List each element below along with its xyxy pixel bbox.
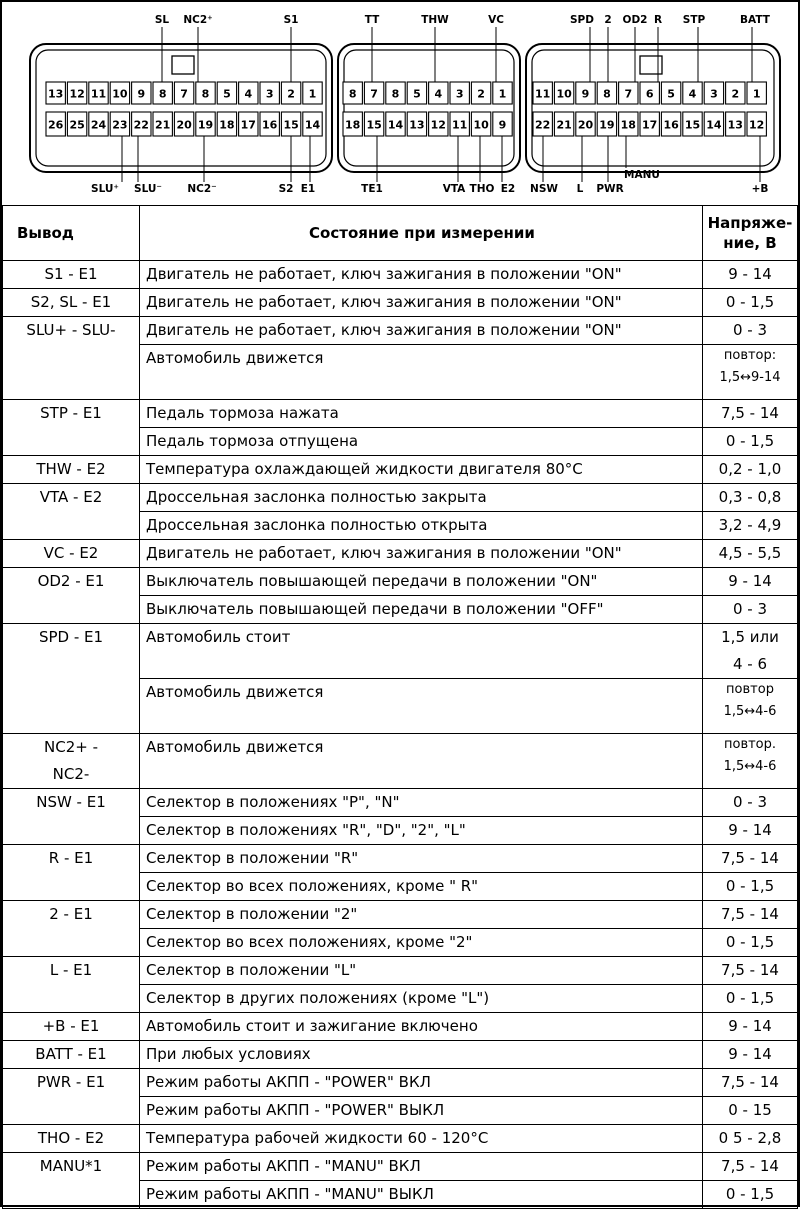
table-row — [3, 624, 798, 679]
condition-cell: Педаль тормоза нажата — [140, 400, 703, 428]
voltage-cell: 0 - 1,5 — [703, 873, 798, 901]
pin-cell: VTA - E2 — [3, 484, 140, 540]
connector-svg — [2, 2, 798, 205]
bottom-signal-label: E2 — [500, 183, 516, 195]
voltage-cell: 0 - 1,5 — [703, 428, 798, 456]
table-row — [3, 317, 798, 345]
table-row — [3, 456, 798, 484]
condition-cell: Режим работы АКПП - "POWER" ВЫКЛ — [140, 1097, 703, 1125]
pin-number: 19 — [599, 118, 615, 132]
bottom-signal-label: +B — [751, 183, 769, 195]
bottom-signal-label: SLU⁺ — [91, 183, 119, 195]
pin-number: 8 — [603, 87, 611, 101]
condition-cell: Выключатель повышающей передачи в положении "OFF" — [140, 596, 703, 624]
top-signal-label: STP — [682, 14, 706, 26]
pin-cell: OD2 - E1 — [3, 568, 140, 624]
table-row — [3, 540, 798, 568]
bottom-signal-label: THO — [469, 183, 495, 195]
bottom-signal-label: E1 — [300, 183, 316, 195]
condition-cell: Двигатель не работает, ключ зажигания в положении "ON" — [140, 317, 703, 345]
header-voltage: Напряже- ние, В — [703, 206, 798, 261]
table-row — [3, 845, 798, 873]
voltage-cell: 9 - 14 — [703, 817, 798, 845]
top-signal-label: BATT — [740, 14, 770, 26]
voltage-cell: 9 - 14 — [703, 1013, 798, 1041]
voltage-cell: 3,2 - 4,9 — [703, 512, 798, 540]
table-row — [3, 957, 798, 985]
pin-cell: SPD - E1 — [3, 624, 140, 734]
voltage-cell: 0 - 3 — [703, 789, 798, 817]
condition-cell: Двигатель не работает, ключ зажигания в положении "ON" — [140, 289, 703, 317]
condition-cell: Выключатель повышающей передачи в положении "ON" — [140, 568, 703, 596]
pin-number: 18 — [620, 118, 636, 132]
pin-number: 12 — [430, 118, 446, 132]
pin-number: 13 — [48, 87, 64, 101]
voltage-cell: 0 - 1,5 — [703, 929, 798, 957]
pin-number: 16 — [663, 118, 679, 132]
condition-cell: Селектор в положениях "P", "N" — [140, 789, 703, 817]
bottom-signal-label: PWR — [596, 183, 624, 195]
voltage-cell: 4,5 - 5,5 — [703, 540, 798, 568]
pin-number: 9 — [498, 118, 507, 132]
table-row — [3, 1041, 798, 1069]
pin-number: 4 — [244, 87, 253, 101]
condition-cell: Температура рабочей жидкости 60 - 120°C — [140, 1125, 703, 1153]
pin-number: 17 — [642, 118, 658, 132]
pin-number: 11 — [90, 87, 107, 101]
pin-number: 2 — [731, 87, 740, 101]
voltage-cell: 9 - 14 — [703, 1041, 798, 1069]
condition-cell: Селектор в положении "R" — [140, 845, 703, 873]
top-signal-label: OD2 — [622, 14, 648, 26]
pin-number: 20 — [577, 118, 594, 132]
pin-cell: NC2+ - NC2- — [3, 734, 140, 789]
voltage-cell: 0 - 15 — [703, 1097, 798, 1125]
pin-number: 26 — [48, 118, 64, 132]
condition-cell: Дроссельная заслонка полностью закрыта — [140, 484, 703, 512]
condition-cell: Автомобиль движется — [140, 734, 703, 789]
voltage-cell: повтор: 1,5↔9-14 — [703, 345, 798, 400]
pin-number: 1 — [752, 87, 761, 101]
pin-number: 5 — [667, 87, 675, 101]
condition-cell: Автомобиль движется — [140, 679, 703, 734]
voltage-cell: 7,5 - 14 — [703, 1153, 798, 1181]
pin-number: 3 — [265, 87, 274, 101]
pin-number: 13 — [727, 118, 743, 132]
pin-cell: VC - E2 — [3, 540, 140, 568]
pin-number: 10 — [112, 87, 128, 101]
bottom-signal-label: L — [576, 183, 584, 195]
pin-number: 24 — [90, 118, 107, 132]
pin-number: 15 — [366, 118, 382, 132]
voltage-cell: 0 - 1,5 — [703, 289, 798, 317]
pin-number: 1 — [308, 87, 317, 101]
pin-number: 14 — [706, 118, 722, 132]
pin-cell: THO - E2 — [3, 1125, 140, 1153]
pin-cell: NSW - E1 — [3, 789, 140, 845]
pin-cell: S2, SL - E1 — [3, 289, 140, 317]
pin-number: 12 — [69, 87, 85, 101]
pin-number: 2 — [477, 87, 485, 101]
condition-cell: Селектор в других положениях (кроме "L") — [140, 985, 703, 1013]
bottom-signal-label: SLU⁻ — [134, 183, 162, 195]
pin-number: 13 — [409, 118, 425, 132]
pin-number: 10 — [473, 118, 489, 132]
pin-cell: MANU*1 — [3, 1153, 140, 1209]
condition-cell: Режим работы АКПП - "MANU" ВЫКЛ — [140, 1181, 703, 1209]
pin-number: 15 — [283, 118, 299, 132]
connector-latch — [172, 56, 194, 74]
pin-number: 7 — [624, 87, 633, 101]
top-signal-label: 2 — [604, 14, 612, 26]
connector-housing — [338, 44, 520, 172]
pin-number: 8 — [201, 87, 210, 101]
voltage-cell: 0 5 - 2,8 — [703, 1125, 798, 1153]
top-signal-label: THW — [421, 14, 449, 26]
condition-cell: Режим работы АКПП - "MANU" ВКЛ — [140, 1153, 703, 1181]
table-row — [3, 1153, 798, 1181]
condition-cell: Автомобиль стоит и зажигание включено — [140, 1013, 703, 1041]
pin-number: 2 — [287, 87, 295, 101]
connector-latch — [640, 56, 662, 74]
pin-number: 1 — [498, 87, 507, 101]
top-signal-label: VC — [488, 14, 504, 26]
pin-number: 4 — [688, 87, 697, 101]
pin-cell: +B - E1 — [3, 1013, 140, 1041]
pin-number: 23 — [112, 118, 128, 132]
pin-number: 3 — [710, 87, 718, 101]
pin-number: 18 — [345, 118, 361, 132]
pin-number: 3 — [455, 87, 464, 101]
table-row — [3, 261, 798, 289]
pin-number: 12 — [749, 118, 765, 132]
table-row — [3, 901, 798, 929]
pin-number: 20 — [176, 118, 192, 132]
voltage-cell: 0 - 3 — [703, 596, 798, 624]
top-signal-label: R — [653, 14, 663, 26]
top-signal-label: NC2⁺ — [183, 14, 213, 26]
pin-number: 9 — [581, 87, 590, 101]
table-row — [3, 1013, 798, 1041]
top-signal-label: S1 — [283, 14, 299, 26]
bottom-signal-label: NC2⁻ — [187, 183, 217, 195]
pin-number: 16 — [262, 118, 278, 132]
voltage-cell: 0,2 - 1,0 — [703, 456, 798, 484]
pin-cell: PWR - E1 — [3, 1069, 140, 1125]
bottom-signal-label: S2 — [278, 183, 294, 195]
header-condition: Состояние при измерении — [140, 206, 703, 261]
pin-cell: STP - E1 — [3, 400, 140, 456]
condition-cell: Двигатель не работает, ключ зажигания в положении "ON" — [140, 540, 703, 568]
pin-cell: BATT - E1 — [3, 1041, 140, 1069]
bottom-signal-label: VTA — [442, 183, 466, 195]
voltage-table — [2, 205, 798, 1209]
pin-number: 25 — [69, 118, 85, 132]
condition-cell: Температура охлаждающей жидкости двигателя 80°C — [140, 456, 703, 484]
bottom-signal-label: NSW — [530, 183, 558, 195]
pin-number: 10 — [556, 87, 572, 101]
voltage-cell: 7,5 - 14 — [703, 1069, 798, 1097]
table-row — [3, 1125, 798, 1153]
top-signal-label: SL — [154, 14, 170, 26]
voltage-cell: 0 - 1,5 — [703, 985, 798, 1013]
pin-number: 9 — [137, 87, 146, 101]
pin-number: 22 — [133, 118, 149, 132]
top-signal-label: SPD — [570, 14, 594, 26]
condition-cell: При любых условиях — [140, 1041, 703, 1069]
pin-number: 11 — [535, 87, 551, 101]
pin-number: 8 — [348, 87, 357, 101]
table-row — [3, 289, 798, 317]
condition-cell: Дроссельная заслонка полностью открыта — [140, 512, 703, 540]
table-row — [3, 734, 798, 789]
condition-cell: Автомобиль движется — [140, 345, 703, 400]
pin-number: 17 — [240, 118, 256, 132]
pin-cell: L - E1 — [3, 957, 140, 1013]
bottom-signal-label: MANU — [624, 169, 660, 181]
pin-number: 11 — [452, 118, 468, 132]
pin-number: 5 — [223, 87, 231, 101]
pin-number: 14 — [304, 118, 321, 132]
pin-number: 8 — [158, 87, 167, 101]
table-row — [3, 400, 798, 428]
pin-number: 15 — [684, 118, 701, 132]
table-row — [3, 789, 798, 817]
voltage-cell: 9 - 14 — [703, 568, 798, 596]
pin-number: 8 — [391, 87, 400, 101]
condition-cell: Селектор в положениях "R", "D", "2", "L" — [140, 817, 703, 845]
top-signal-label: TT — [364, 14, 380, 26]
voltage-cell: 7,5 - 14 — [703, 400, 798, 428]
voltage-cell: 1,5 или 4 - 6 — [703, 624, 798, 679]
bottom-signal-label: TE1 — [361, 183, 383, 195]
connector-diagram — [2, 2, 798, 205]
connector-housing-inner — [344, 50, 514, 166]
table-row — [3, 1069, 798, 1097]
pin-cell: R - E1 — [3, 845, 140, 901]
voltage-cell: 7,5 - 14 — [703, 901, 798, 929]
voltage-cell: 7,5 - 14 — [703, 845, 798, 873]
condition-cell: Селектор в положении "L" — [140, 957, 703, 985]
pin-cell: THW - E2 — [3, 456, 140, 484]
pin-number: 14 — [387, 118, 404, 132]
condition-cell: Автомобиль стоит — [140, 624, 703, 679]
header-pin: Вывод — [3, 206, 140, 261]
table-header-row — [3, 206, 798, 261]
voltage-cell: 0 - 1,5 — [703, 1181, 798, 1209]
voltage-cell: повтор 1,5↔4-6 — [703, 679, 798, 734]
pin-number: 7 — [370, 87, 378, 101]
table-row — [3, 568, 798, 596]
pin-number: 22 — [535, 118, 551, 132]
pin-number: 21 — [556, 118, 572, 132]
condition-cell: Режим работы АКПП - "POWER" ВКЛ — [140, 1069, 703, 1097]
pin-number: 7 — [180, 87, 188, 101]
pin-number: 5 — [413, 87, 421, 101]
pin-number: 6 — [645, 87, 654, 101]
voltage-cell: 0,3 - 0,8 — [703, 484, 798, 512]
pin-number: 19 — [197, 118, 214, 132]
condition-cell: Селектор во всех положениях, кроме " R" — [140, 873, 703, 901]
pin-number: 4 — [434, 87, 443, 101]
condition-cell: Селектор в положении "2" — [140, 901, 703, 929]
voltage-cell: повтор. 1,5↔4-6 — [703, 734, 798, 789]
condition-cell: Селектор во всех положениях, кроме "2" — [140, 929, 703, 957]
table-row — [3, 484, 798, 512]
pin-number: 18 — [219, 118, 235, 132]
voltage-cell: 9 - 14 — [703, 261, 798, 289]
pin-cell: 2 - E1 — [3, 901, 140, 957]
voltage-cell: 0 - 3 — [703, 317, 798, 345]
pin-number: 21 — [155, 118, 171, 132]
condition-cell: Педаль тормоза отпущена — [140, 428, 703, 456]
pin-cell: S1 - E1 — [3, 261, 140, 289]
condition-cell: Двигатель не работает, ключ зажигания в положении "ON" — [140, 261, 703, 289]
voltage-cell: 7,5 - 14 — [703, 957, 798, 985]
pin-cell: SLU+ - SLU- — [3, 317, 140, 400]
